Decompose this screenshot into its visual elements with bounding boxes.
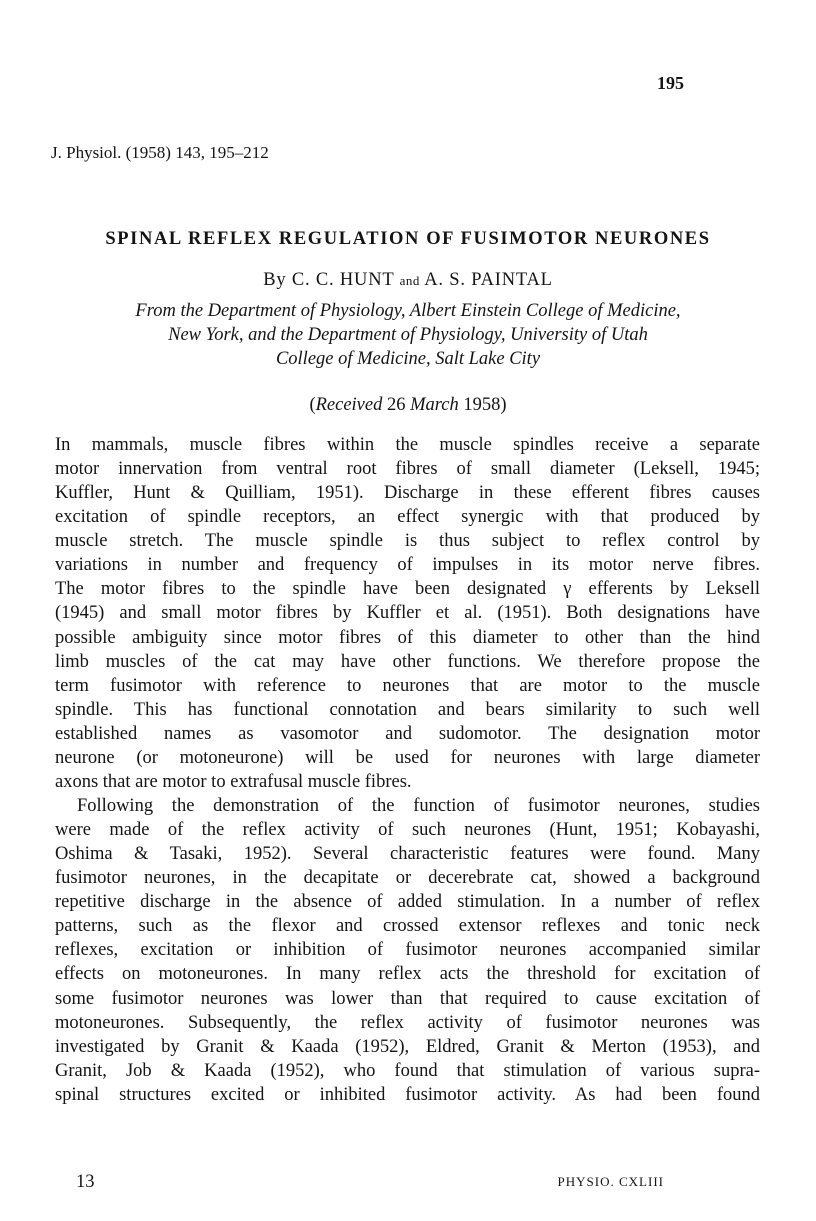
text-line: excitation of spindle receptors, an effect synergic with that produced by (55, 507, 760, 528)
text-line: In mammals, muscle fibres within the muscle spindles receive a separate (55, 435, 760, 455)
text-line: (1945) and small motor fibres by Kuffler et al. (1951). Both designations have (55, 603, 760, 624)
affiliation-line: College of Medicine, Salt Lake City (275, 349, 541, 369)
received-year: 1958 (463, 395, 501, 415)
text-line: investigated by Granit & Kaada (1952), Eldred, Granit & Merton (1953), and (55, 1036, 760, 1057)
text-line: axons that are motor to extrafusal muscle fibres. (55, 771, 412, 792)
text-line: variations in number and frequency of impulses in its motor nerve fibres. (55, 555, 760, 576)
text-line: Kuffler, Hunt & Quilliam, 1951). Discharge in these efferent fibres causes (55, 483, 760, 504)
text-line: term fusimotor with reference to neurones that are motor to the muscle (55, 675, 760, 696)
text-line: spinal structures excited or inhibited fusimotor activity. As had been found (55, 1084, 760, 1105)
journal-citation: J. Physiol. (1958) 143, 195–212 (51, 143, 269, 162)
signature-mark: 13 (76, 1172, 95, 1192)
text-line: Oshima & Tasaki, 1952). Several characteristic features were found. Many (55, 844, 760, 865)
received-month: March (410, 395, 459, 415)
byline-by: By (263, 270, 287, 290)
byline-and: and (399, 273, 420, 288)
text-line: reflexes, excitation or inhibition of fusimotor neurones accompanied similar (55, 940, 760, 961)
byline (0, 270, 816, 291)
text-line: Granit, Job & Kaada (1952), who found that stimulation of various supra- (55, 1060, 760, 1081)
affiliation-line: New York, and the Department of Physiology, University of Utah (168, 325, 648, 345)
text-line: spindle. This has functional connotation and bears similarity to such well (55, 699, 760, 720)
text-line: established names as vasomotor and sudomotor. The designation motor (55, 723, 760, 744)
text-line: Following the demonstration of the function of fusimotor neurones, studies (77, 796, 760, 816)
text-line: muscle stretch. The muscle spindle is thus subject to reflex control by (55, 531, 760, 552)
received-date: (Received 26 March 1958) (309, 395, 507, 415)
author-2: A. S. PAINTAL (424, 270, 553, 290)
received-day: 26 (386, 395, 406, 415)
text-line: limb muscles of the cat may have other functions. We therefore propose the (55, 651, 760, 672)
page-number: 195 (657, 73, 684, 93)
text-line: some fusimotor neurones was lower than that required to cause excitation of (55, 988, 760, 1009)
text-line: neurone (or motoneurone) will be used for neurones with large diameter (55, 747, 760, 768)
author-1: C. C. HUNT (291, 270, 395, 290)
text-line: patterns, such as the flexor and crossed extensor reflexes and tonic neck (55, 916, 760, 937)
article-title: SPINAL REFLEX REGULATION OF FUSIMOTOR NEURONES (105, 229, 711, 249)
text-line: motoneurones. Subsequently, the reflex activity of fusimotor neurones was (55, 1012, 760, 1033)
text-line: effects on motoneurones. In many reflex acts the threshold for excitation of (55, 964, 760, 985)
text-line: motor innervation from ventral root fibres of small diameter (Leksell, 1945; (55, 459, 760, 480)
received-label: Received (315, 395, 383, 415)
text-line: fusimotor neurones, in the decapitate or decerebrate cat, showed a background (55, 868, 760, 889)
text-line: repetitive discharge in the absence of added stimulation. In a number of reflex (55, 892, 760, 913)
text-line: The motor fibres to the spindle have been designated γ efferents by Leksell (55, 579, 760, 600)
journal-footer-mark: PHYSIO. CXLIII (557, 1174, 664, 1189)
text-line: possible ambiguity since motor fibres of this diameter to other than the hind (55, 627, 760, 648)
affiliation-line: From the Department of Physiology, Albert Einstein College of Medicine, (135, 301, 681, 321)
text-line: were made of the reflex activity of such neurones (Hunt, 1951; Kobayashi, (55, 820, 760, 841)
